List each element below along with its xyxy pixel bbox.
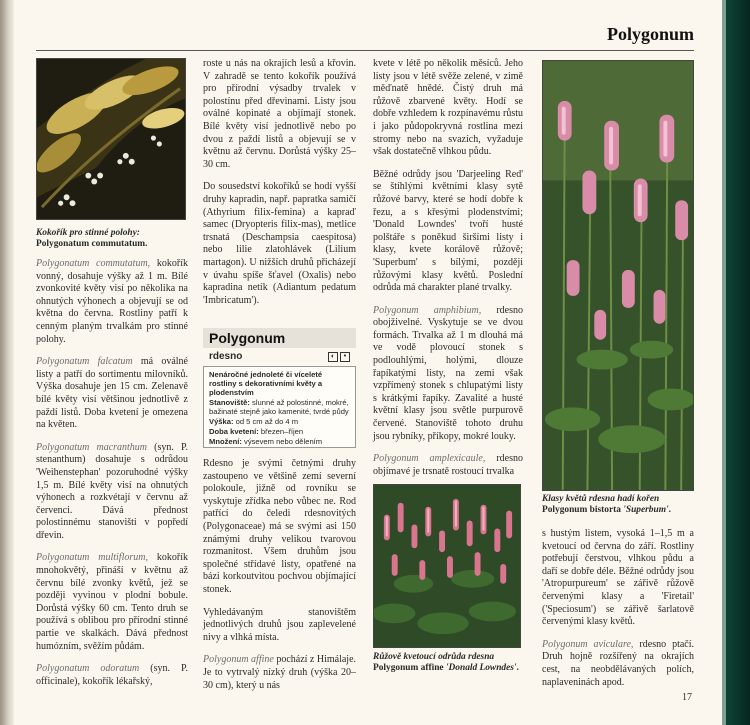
latin-name: Polygonatum falcatum <box>36 356 133 368</box>
latin-name: Polygonatum multiflorum, <box>36 552 148 564</box>
caption-end: . <box>668 505 671 515</box>
page-number: 17 <box>682 692 692 703</box>
paragraph: s hustým listem, vysoká 1–1,5 m a kvetoucí od června do září. Rostliny potřebují čerstvou, vlhkou půdu a daří se dobře déle. Běžné odrůdy jsou 'Atropurpureum' se zářivě růžově červenými klasy a 'Firetail' ('Speciosum') se zářivě šarlatově červenými klasy květů. <box>542 528 694 628</box>
paragraph-text: (syn. P. stenanthum) dosahuje s odrůdou 'Weihenstephan' pozoruhodné výšky 1,5 m. Bílé květy visí na ohnutých výhonech a rozkvétají v červnu až červenci. Dává přednost polostinnému stanovišti v popředí dřevin. <box>36 441 188 541</box>
paragraph: Do sousedství kokoříků se hodí vyšší druhy kapradin, např. papratka samičí (Athyrium filix-femina) a kapraď samec (Dryopteris filix-mas), metlice trsnatá (Deschampsia caespitosa) nebo lilie zlatohlávek (Lilium martagon). U nižších druhů přicházejí v úvahu spíše šťavel (Oxalis) nebo kapradina netík (Adiantum pedatum 'Imbricatum'). <box>203 181 356 306</box>
caption-bold: Polygonatum commutatum. <box>36 239 148 249</box>
info-value: slunné až polostinné, mokré, bažinaté stejně jako kamenité, tvrdé půdy <box>209 398 349 416</box>
paragraph-text: rdesno obojživelné. Vyskytuje se ve dvou formách. Trvalka až 1 m dlouhá má ve vodě plovoucí stonek s podlouhlými, holými, dlouze řapíkatými listy, na zemi však vzpřímený stonek s chlupatými listy s krátkými řapíky. Zavalité a husté květní klasy jsou světle purpurově červené. Stanoviště tohoto druhu jsou rybníky, příkopy, mokré louky. <box>373 304 523 442</box>
paragraph-text: (syn. P. officinale), kokořík lékařský, <box>36 663 188 687</box>
paragraph-text: rdesno objímavé je trsnatě rostoucí trvalka <box>373 453 523 477</box>
paragraph-text: má oválné listy a patří do sortimentu milovníků. Výška dosahuje jen 15 cm. Zelenavě bílé květy visí většinou jednotlivě z paždí listů. Doba kvetení je omezena na květen. <box>36 356 188 431</box>
info-key: Výška: <box>209 417 234 426</box>
caption-italic: Růžově kvetoucí odrůda rdesna <box>373 652 495 662</box>
paragraph <box>36 663 188 688</box>
photo-polygonum-affine <box>373 484 521 648</box>
info-box-subtitle-row <box>203 351 356 362</box>
text-column-1 <box>36 258 188 698</box>
latin-name: Polygonatum odoratum <box>36 663 140 675</box>
paragraph-text: kokořík mnohokvětý, přináší v květnu až červnu bílé zvonky květů, jež se později vyvinou v plodní bobule. Dorůstá výšky 60 cm. Tento druh se používá s oblibou pro přírodní stinné partie ve skalkách. Dává přednost humózním, svěžím půdám. <box>36 552 188 652</box>
info-box-title: Polygonum <box>203 328 356 348</box>
paragraph-text: pochází z Himálaje. Je to vytrvalý nízký druh (výška 20–30 cm), který u nás <box>203 654 357 691</box>
info-key: Doba kvetení: <box>209 427 259 436</box>
caption-polygonum-affine <box>373 652 525 674</box>
paragraph <box>36 356 188 432</box>
caption-bold: Polygonum bistorta <box>542 505 624 515</box>
latin-name: Polygonum amphibium, <box>373 304 482 316</box>
paragraph: Běžné odrůdy jsou 'Darjeeling Red' se štíhlými květními klasy sytě růžové barvy, které se hodí dobře k řezu, a s křesými plodenstvími; 'Donald Lowndes' tvoří husté polštáře s poněkud širšími listy i klasy, kvete korálově růžově; 'Superbum' s bílými, později růžovými klasy květů. Poslední odrůda má charakter plané trvalky. <box>373 168 523 294</box>
paragraph-text: rdesno ptačí. Druh hojně rozšířený na okrajích cest, na neobdělávaných polích, naplaveninách apod. <box>542 638 694 688</box>
info-key: Množení: <box>209 437 242 446</box>
paragraph: kvete v létě po několik měsíců. Jeho listy jsou v létě svěže zelené, v zimě měďnatě hnědé. Čistý druh má růžově zbarvené květy. Hodí se dobře vzhledem k rozpínavému růstu i jako půdopokryvná rostlina mezi stromy nebo na svazích, vyžaduje však dostatečně vlhkou půdu. <box>373 58 523 158</box>
genus-info-box <box>203 328 356 452</box>
latin-name: Polygonum aviculare, <box>542 638 634 650</box>
text-column-4 <box>542 528 694 699</box>
info-value: od 5 cm až do 4 m <box>233 417 299 426</box>
info-key: Stanoviště: <box>209 398 250 407</box>
caption-cultivar: 'Donald Lowndes' <box>445 663 517 673</box>
paragraph: roste u nás na okrajích lesů a křovin. V zahradě se tento kokořík používá pro přírodní výsadby trvalek v polostínu před dřevinami. Listy jsou oválné kopinaté a objímají stonek. Bílé květy visí jednotlivě nebo po dvou z paždí listů a objevují se v květnu až červnu. Dorůstá výšky 25–30 cm. <box>203 58 356 170</box>
caption-italic: Klasy květů rdesna hadí kořen <box>542 494 660 504</box>
text-column-2 <box>203 58 356 317</box>
paragraph: Rdesno je svými četnými druhy zastoupeno ve většině zemí severní polokoule, jižně od rovníku se vyskytuje zřídka nebo vůbec ne. Rod patřící do čeledi rdesnovitých (Polygonaceae) má se svými asi 150 známými druhy velikou tvarovou rozmanitost. Všem druhům jsou společné střídavé listy, opatřené na bázi korkoutvitou pochvou objímající stonek. <box>203 458 356 595</box>
text-column-3 <box>373 58 523 488</box>
page-edge-strip <box>722 0 750 725</box>
paragraph <box>36 258 188 346</box>
photo-polygonatum-commutatum <box>36 58 186 220</box>
paragraph <box>36 552 188 653</box>
caption-polygonum-bistorta <box>542 494 694 516</box>
latin-name: Polygonum affine <box>203 654 274 666</box>
caption-polygonatum-commutatum <box>36 228 188 250</box>
book-binding <box>0 0 14 725</box>
info-box-intro: Nenáročné jednoleté či víceleté rostliny s dekorativními květy a plodenstvím <box>209 370 323 397</box>
paragraph <box>373 305 523 444</box>
paragraph: Vyhledávaným stanovištěm jednotlivých druhů jsou zaplevelené nivy a vlhká místa. <box>203 606 356 643</box>
latin-name: Polygonatum macranthum <box>36 441 148 453</box>
page-header-title: Polygonum <box>606 24 694 44</box>
caption-bold: Polygonum affine <box>373 663 446 673</box>
half-shade-icon: ◐ <box>328 352 338 362</box>
info-value: březen–říjen <box>258 427 304 436</box>
caption-italic: Kokořík pro stinné polohy: <box>36 228 140 238</box>
sun-icon: • <box>340 352 350 362</box>
paragraph <box>203 654 356 692</box>
info-box-subtitle: rdesno <box>209 351 243 362</box>
caption-cultivar: 'Superbum' <box>623 505 669 515</box>
caption-end: . <box>516 663 519 673</box>
paragraph <box>542 639 694 689</box>
info-box-body <box>203 366 356 448</box>
photo-polygonum-bistorta <box>542 60 694 491</box>
info-value: výsevem nebo dělením <box>241 437 323 446</box>
latin-name: Polygonatum commutatum, <box>36 258 151 269</box>
latin-name: Polygonum amplexicaule, <box>373 453 486 465</box>
paragraph <box>36 442 188 543</box>
paragraph <box>373 453 523 478</box>
header-rule <box>36 50 694 51</box>
paragraph-text: kokořík vonný, dosahuje výšky až 1 m. Bílé zvonkovité květy visí po několika na ohnutých výhonech a objevují se od května do června. Rostliny patří k cenným planým trvalkám pro stinné polohy. <box>36 258 188 345</box>
text-column-2-lower <box>203 458 356 702</box>
